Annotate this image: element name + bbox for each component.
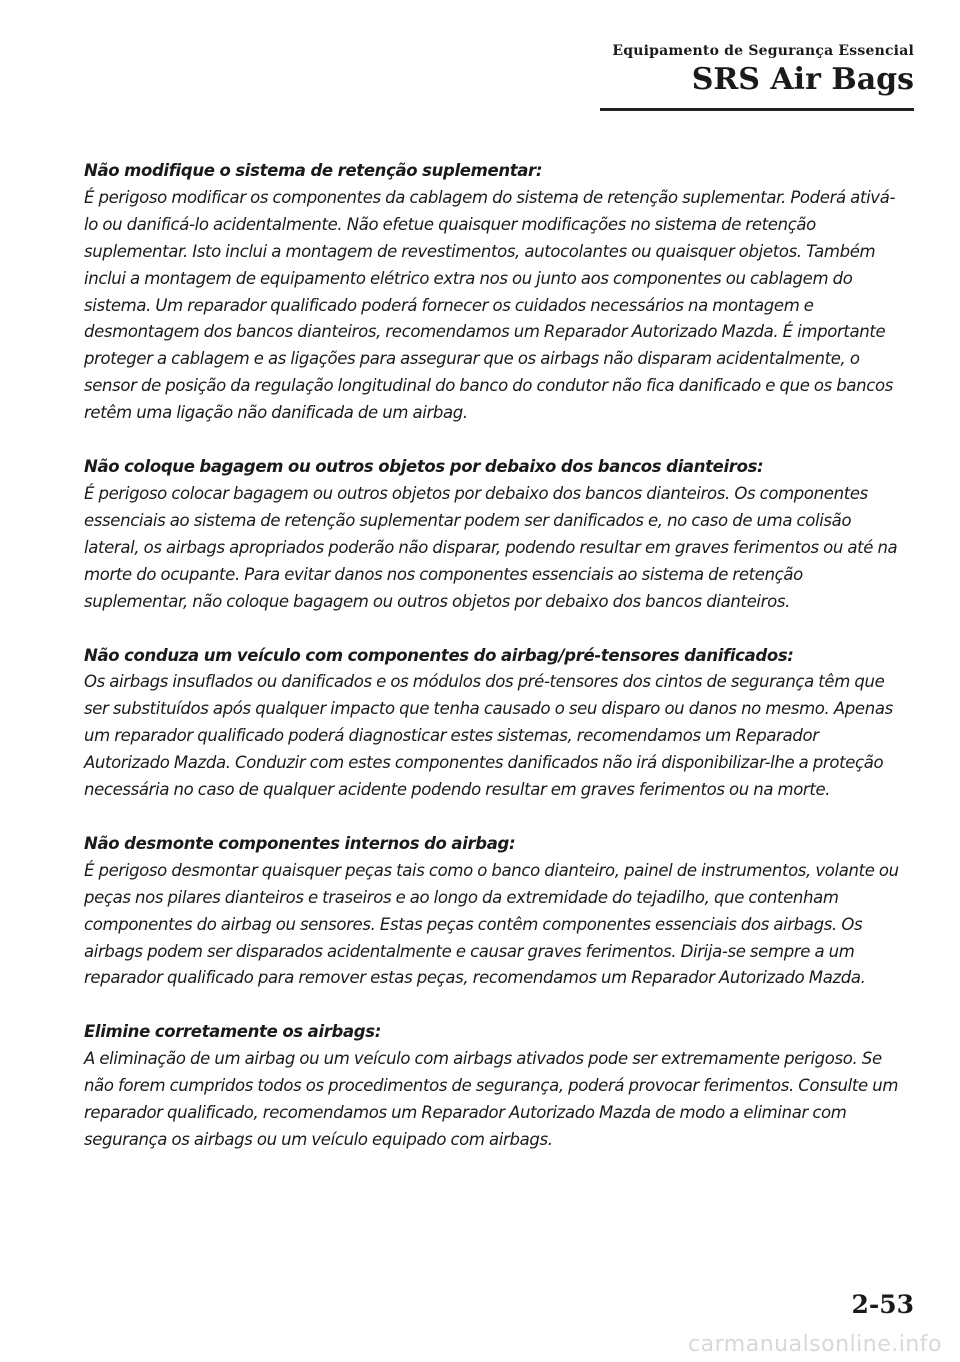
section-title-header: SRS Air Bags: [691, 62, 914, 97]
warning-heading: Não modifique o sistema de retenção suplementar:: [84, 161, 543, 180]
warning-section: [84, 158, 902, 427]
warning-heading: Não conduza um veículo com componentes do airbag/pré-tensores danificados:: [84, 645, 794, 665]
warning-text: A eliminação de um airbag ou um veículo com airbags ativados pode ser extremamente perigoso. Se não forem cumpridos todos os procedimentos de segurança, poderá provocar ferimentos. Consulte um reparador qualificado, recomendamos um Reparador Autorizado Mazda de modo a eliminar com segurança os airbags ou um veículo equipado com airbags.: [84, 1049, 899, 1149]
warning-heading: Não coloque bagagem ou outros objetos por debaixo dos bancos dianteiros:: [84, 457, 764, 477]
chapter-subtitle: Equipamento de Segurança Essencial: [612, 43, 914, 59]
warning-text: É perigoso desmontar quaisquer peças tais como o banco dianteiro, painel de instrumentos, volante ou peças nos pilares dianteiros e traseiros e ao longo da extremidade do tejadilho, que contenham componentes do airbag ou sensores. Estas peças contêm componentes essenciais dos airbags. Os airbags podem ser disparados acidentalmente e causar graves ferimentos. Dirija-se sempre a um reparador qualificado para remover estas peças, recomendamos um Reparador Autorizado Mazda.: [84, 860, 899, 988]
warning-text: É perigoso modificar os componentes da cablagem do sistema de retenção suplementar. Poderá ativá-lo ou danificá-lo acidentalmente. Não efetue quaisquer modificações no sistema de retenção suplementar. Isto inclui a montagem de revestimentos, autocolantes ou quaisquer objetos. Também inclui a montagem de equipamento elétrico extra nos ou junto aos componentes ou cablagem do sistema. Um reparador qualificado poderá fornecer os cuidados necessários na montagem e desmontagem dos bancos dianteiros, recomendamos um Reparador Autorizado Mazda. É importante proteger a cablagem e as ligações para assegurar que os airbags não disparam acidentalmente, o sensor de posição da regulação longitudinal do banco do condutor não fica danificado e que os bancos retêm uma ligação não danificada de um airbag.: [84, 187, 896, 423]
warning-section: [84, 831, 902, 992]
warning-section: [84, 643, 902, 804]
warning-text: É perigoso colocar bagagem ou outros objetos por debaixo dos bancos dianteiros. Os componentes essenciais ao sistema de retenção suplementar podem ser danificados e, no caso de uma colisão lateral, os airbags apropriados poderão não disparar, podendo resultar em graves ferimentos ou até na morte do ocupante. Para evitar danos nos componentes essenciais ao sistema de retenção suplementar, não coloque bagagem ou outros objetos por debaixo dos bancos dianteiros.: [84, 483, 898, 611]
header-divider: [600, 108, 914, 111]
watermark: carmanualsonline.info: [688, 1332, 942, 1357]
warning-text: Os airbags insuflados ou danificados e os módulos dos pré-tensores dos cintos de segurança têm que ser substituídos após qualquer impacto que tenha causado o seu disparo ou danos no mesmo. Apenas um reparador qualificado poderá diagnosticar estes sistemas, recomendamos um Reparador Autorizado Mazda. Conduzir com estes componentes danificados não irá disponibilizar-lhe a proteção necessária no caso de qualquer acidente podendo resultar em graves ferimentos ou na morte.: [84, 672, 893, 800]
page-number: 2-53: [851, 1290, 914, 1319]
page-header: [612, 42, 914, 98]
warning-section: [84, 1019, 902, 1154]
warning-section: [84, 454, 902, 615]
warning-heading: Não desmonte componentes internos do airbag:: [84, 833, 516, 853]
warning-heading: Elimine corretamente os airbags:: [84, 1022, 381, 1042]
page-content: [84, 158, 902, 1181]
